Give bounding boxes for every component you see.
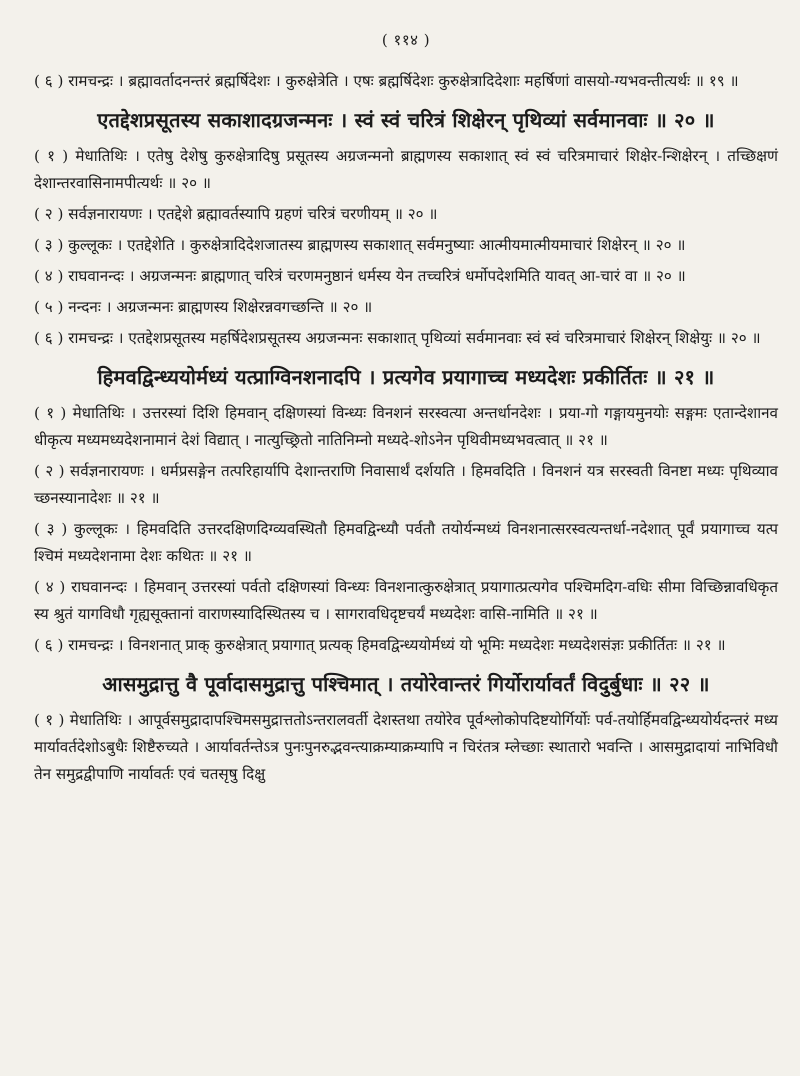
commentary-sarvajna-21: ( २ ) सर्वज्ञनारायणः । धर्मप्रसङ्गेन तत्परिहार्यापि देशान्तराणि निवासार्थं दर्शयति । हिमवदिति । विनशनं यत्र सरस्वती विनष्टा मध्यः पृथिव्यावच्छनस्यानादेशः ॥ २१ ॥ (34, 462, 778, 507)
verse-section-20 (34, 105, 778, 352)
verse-20-heading: एतद्देशप्रसूतस्य सकाशादग्रजन्मनः । स्वं स्वं चरित्रं शिक्षेरन् पृथिव्यां सर्वमानवाः ॥ २० ॥ (97, 108, 715, 132)
commentary-medhatithi-21: ( १ ) मेधातिथिः । उत्तरस्यां दिशि हिमवान् दक्षिणस्यां विन्ध्यः विनशनं सरस्वत्या अन्तर्धानदेशः । प्रया-गो गङ्गायमुनयोः सङ्गमः एतान्देशानवधीकृत्य मध्यमध्यदेशनामानं देशं विद्यात् । नात्युच्छ्रितो नातिनिम्नो मध्यदे-शोऽनेन पृथिवीमध्यभवत्वात् ॥ २१ ॥ (34, 404, 778, 449)
commentary-raghavananda-21: ( ४ ) राघवानन्दः । हिमवान् उत्तरस्यां पर्वतो दक्षिणस्यां विन्ध्यः विनशनात्कुरुक्षेत्रात् प्रयागात्प्रत्यगेव पश्चिमदिग-वधिः सीमा विच्छिन्नावधिकृतस्य श्रुतं यागविधौ गृह्यसूक्तानां वाराणस्यादिस्थितस्य च । सागरावधिदृष्टचर्यं मध्यदेशः वासि-नामिति ॥ २१ ॥ (34, 578, 778, 623)
commentary-ramachandra-19: ( ६ ) रामचन्द्रः । ब्रह्मावर्तादनन्तरं ब्रह्मर्षिदेशः । कुरुक्षेत्रेति । एषः ब्रह्मर्षिदेशः कुरुक्षेत्रादिदेशाः महर्षिणां वासयो-ग्यभवन्तीत्यर्थः ॥ १९ ॥ (34, 72, 739, 90)
commentary-kulluka-20: ( ३ ) कुल्लूकः । एतद्देशेति । कुरुक्षेत्रादिदेशजातस्य ब्राह्मणस्य सकाशात् सर्वमनुष्याः आत्मीयमात्मीयमाचारं शिक्षेरन् ॥ २० ॥ (34, 236, 686, 254)
verse-21-heading: हिमवद्विन्ध्ययोर्मध्यं यत्प्राग्विनशनादपि । प्रत्यगेव प्रयागाच्च मध्यदेशः प्रकीर्तितः ॥ २१ ॥ (97, 365, 715, 389)
commentary-section-verse-19 (34, 68, 778, 95)
commentary-ramachandra-21: ( ६ ) रामचन्द्रः । विनशनात् प्राक् कुरुक्षेत्रात् प्रयागात् प्रत्यक् हिमवद्विन्ध्ययोर्मध्यं यो भूमिः मध्यदेशः मध्यदेशसंज्ञः प्रकीर्तितः ॥ २१ ॥ (34, 636, 726, 654)
commentary-kulluka-21: ( ३ ) कुल्लूकः । हिमवदिति उत्तरदक्षिणदिग्व्यवस्थितौ हिमवद्विन्ध्यौ पर्वतौ तयोर्यन्मध्यं विनशनात्सरस्वत्यन्तर्धा-नदेशात् पूर्वं प्रयागाच्च यत्पश्चिमं मध्यदेशनामा देशः कथितः ॥ २१ ॥ (34, 520, 778, 565)
commentary-medhatithi-20: ( १ ) मेधातिथिः । एतेषु देशेषु कुरुक्षेत्रादिषु प्रसूतस्य अग्रजन्मनो ब्राह्मणस्य सकाशात् स्वं स्वं चरित्रमाचारं शिक्षेर-न्शिक्षेरन् । तच्छिक्षणं देशान्तरवासिनामपीत्यर्थः ॥ २० ॥ (34, 147, 778, 192)
commentary-sarvajna-20: ( २ ) सर्वज्ञनारायणः । एतद्देशे ब्रह्मावर्तस्यापि ग्रहणं चरित्रं चरणीयम् ॥ २० ॥ (34, 205, 438, 223)
verse-22-heading: आसमुद्रात्तु वै पूर्वादासमुद्रात्तु पश्चिमात् । तयोरेवान्तरं गिर्योरार्यावर्तं विदुर्बुधाः ॥ २२ ॥ (102, 672, 710, 696)
commentary-ramachandra-20: ( ६ ) रामचन्द्रः । एतद्देशप्रसूतस्य महर्षिदेशप्रसूतस्य अग्रजन्मनः सकाशात् पृथिव्यां सर्वमानवाः स्वं स्वं चरित्रमाचारं शिक्षेरन् शिक्षेयुः ॥ २० ॥ (34, 329, 761, 347)
verse-section-22 (34, 669, 778, 788)
commentary-raghavananda-20: ( ४ ) राघवानन्दः । अग्रजन्मनः ब्राह्मणात् चरित्रं चरणमनुष्ठानं धर्मस्य येन तच्चरित्रं धर्मोपदेशमिति यावत् आ-चारं वा ॥ २० ॥ (34, 267, 686, 285)
commentary-medhatithi-22: ( १ ) मेधातिथिः । आपूर्वसमुद्रादापश्चिमसमुद्रात्ततोऽन्तरालवर्ती देशस्तथा तयोरेव पूर्वश्लोकोपदिष्टयोर्गिर्योः पर्व-तयोर्हिमवद्विन्ध्ययोर्यदन्तरं मध्यमार्यावर्तदेशोऽबुधैः शिष्टैरुच्यते । आर्यावर्तन्तेऽत्र पुनःपुनरुद्भवन्त्याक्रम्याक्रम्यापि न चिरंतत्र म्लेच्छाः स्थातारो भवन्ति । आसमुद्रादायां नाभिविधौ तेन समुद्रद्वीपाणि नार्यावर्तः एवं चतसृषु दिक्षु (34, 711, 778, 783)
verse-section-21 (34, 362, 778, 659)
commentary-nandana-20: ( ५ ) नन्दनः । अग्रजन्मनः ब्राह्मणस्य शिक्षेरन्नवगच्छन्ति ॥ २० ॥ (34, 298, 373, 316)
page-number: ( ११४ ) (381, 31, 431, 49)
